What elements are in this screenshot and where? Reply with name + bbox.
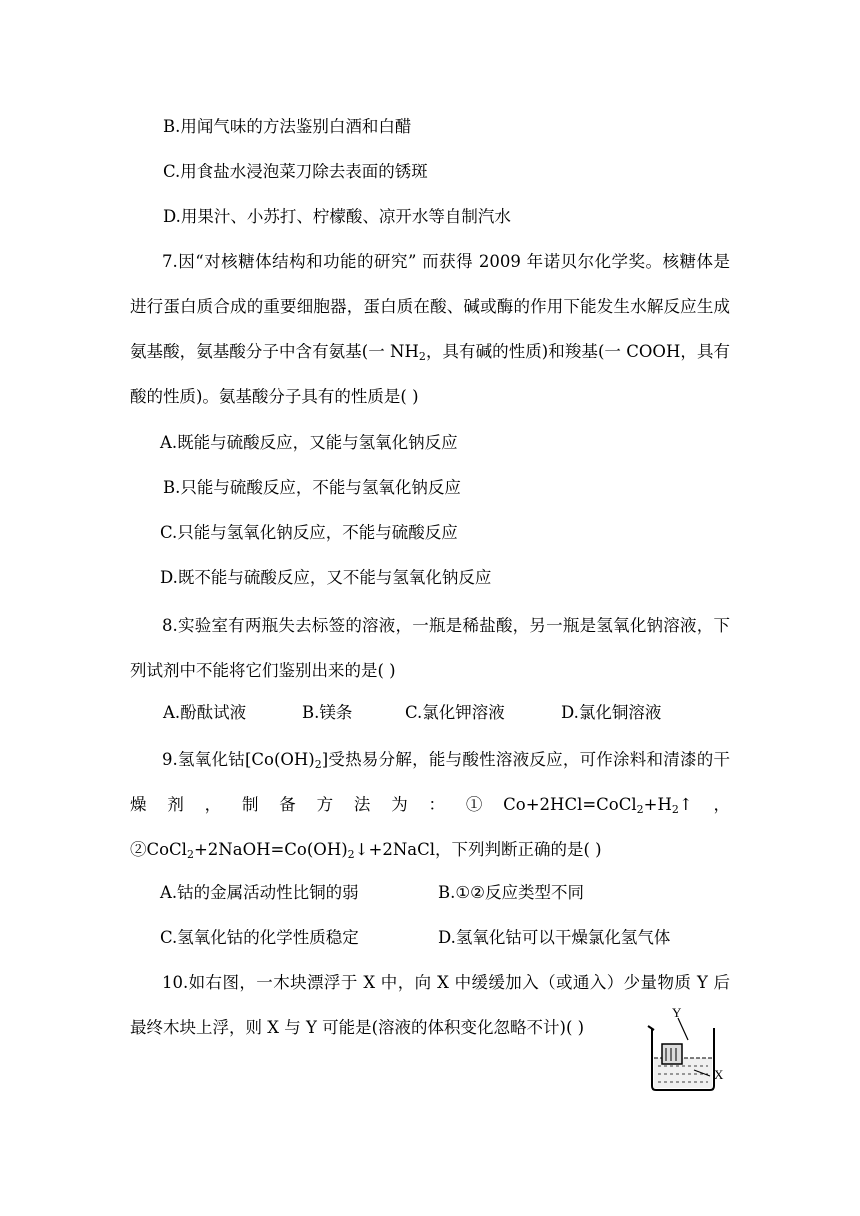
- q7-option-a: A.既能与硫酸反应，又能与氢氧化钠反应: [160, 433, 458, 452]
- q10-stem: 10.如右图，一木块漂浮于 X 中，向 X 中缓缓加入（或通入）少量物质 Y 后最终木块上浮，则 X 与 Y 可能是(溶液的体积变化忽略不计)( ): [130, 973, 730, 1037]
- q8-option-a: A.酚酞试液: [163, 703, 247, 722]
- q7-option-c: C.只能与氢氧化钠反应，不能与硫酸反应: [160, 523, 458, 542]
- q8-option-b: B.镁条: [302, 703, 353, 722]
- q9-option-c: C.氢氧化钴的化学性质稳定: [160, 928, 359, 947]
- q9-option-b: B.①②反应类型不同: [438, 883, 584, 902]
- x-label: X: [714, 1067, 724, 1082]
- q7-stem: 7.因“对核糖体结构和功能的研究” 而获得 2009 年诺贝尔化学奖。核糖体是进行蛋白质合成的重要细胞器，蛋白质在酸、碱或酶的作用下能发生水解反应生成氨基酸，氨基酸分子中含有氨基(一 $NH_2$，具有碱的性质)和羧基(一 COOH，具有酸的性质)。氨基酸分子具有的性质是( ): [130, 252, 731, 406]
- q6-option-d: D.用果汁、小苏打、柠檬酸、凉开水等自制汽水: [163, 207, 511, 226]
- q9-stem: 9.氢氧化钴$[Co(OH)_2]$受热易分解，能与酸性溶液反应，可作涂料和清漆的干燥剂，制备方法为：$①Co+2HCl=CoCl_2+H_2↑$，$②CoCl_2+2NaOH=Co(OH)_2↓+2NaCl$，下列判断正确的是( ): [130, 750, 731, 861]
- y-label: Y: [672, 1006, 682, 1020]
- q7-option-d: D.既不能与硫酸反应，又不能与氢氧化钠反应: [160, 568, 492, 587]
- q8-stem: 8.实验室有两瓶失去标签的溶液，一瓶是稀盐酸，另一瓶是氢氧化钠溶液，下列试剂中不能将它们鉴别出来的是( ): [130, 616, 730, 680]
- wooden-block: [662, 1044, 682, 1064]
- q7-option-b: B.只能与硫酸反应，不能与氢氧化钠反应: [163, 478, 461, 497]
- beaker-figure: [636, 1006, 736, 1094]
- q6-option-b: B.用闻气味的方法鉴别白酒和白醋: [163, 117, 412, 136]
- q9-option-a: A.钴的金属活动性比铜的弱: [160, 883, 359, 902]
- y-pointer-line: [678, 1018, 688, 1040]
- q6-option-c: C.用食盐水浸泡菜刀除去表面的锈斑: [163, 162, 428, 181]
- q8-option-d: D.氯化铜溶液: [561, 703, 662, 722]
- q9-option-d: D.氢氧化钴可以干燥氯化氢气体: [438, 928, 671, 947]
- q8-option-c: C.氯化钾溶液: [405, 703, 505, 722]
